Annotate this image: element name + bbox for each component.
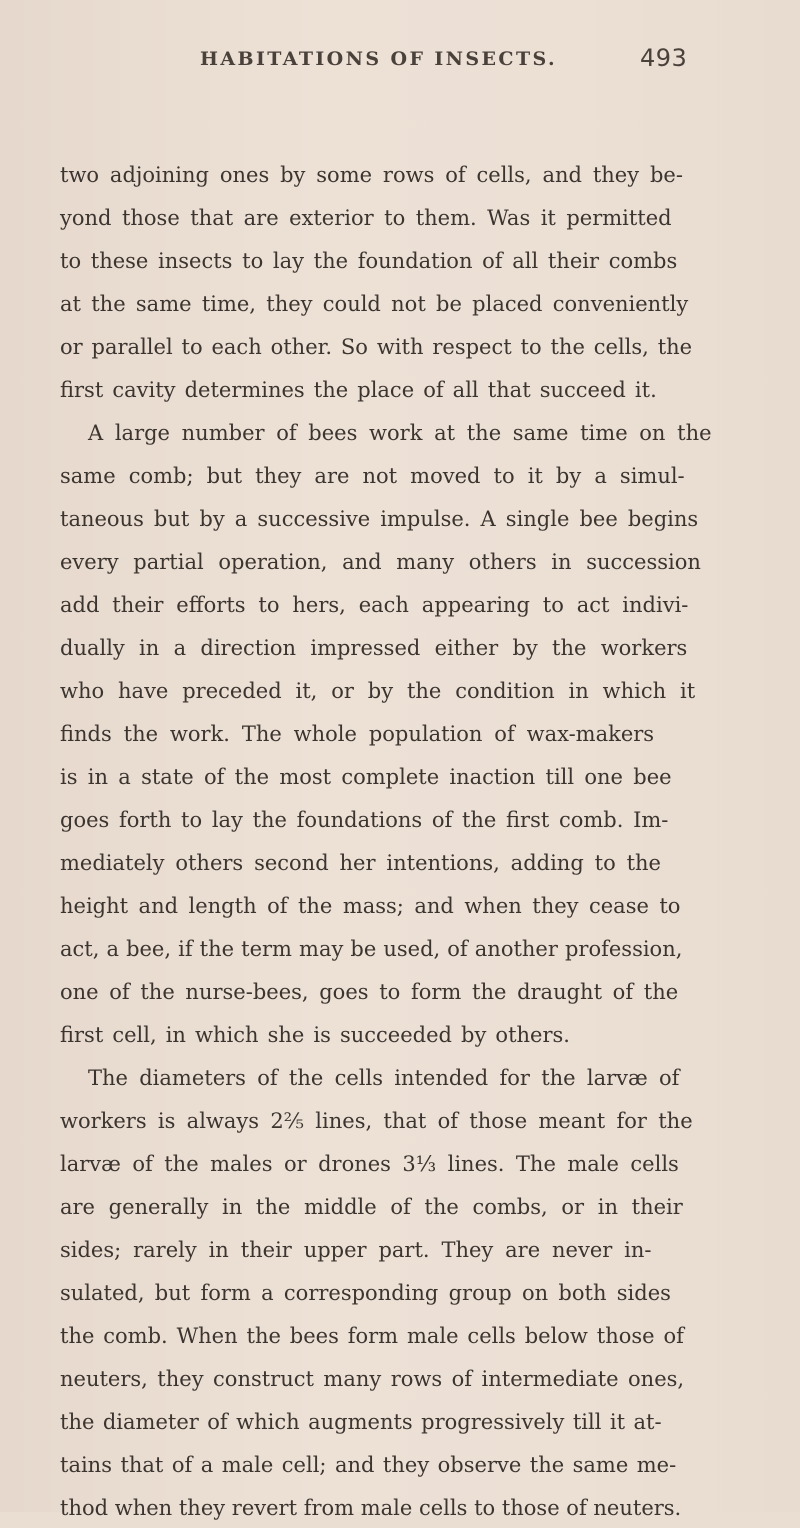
text-line: larvæ of the males or drones 3⅓ lines. The male cells <box>60 1152 679 1176</box>
text-line: mediately others second her intentions, adding to the <box>60 851 661 875</box>
text-line: finds the work. The whole population of wax-makers <box>60 722 655 746</box>
text-line: act, a bee, if the term may be used, of another profession, <box>60 937 683 961</box>
text-line: or parallel to each other. So with respect to the cells, the <box>60 335 693 359</box>
text-line: yond those that are exterior to them. Was it permitted <box>60 206 672 230</box>
text-line: workers is always 2⅖ lines, that of those meant for the <box>60 1109 693 1133</box>
text-line: the diameter of which augments progressively till it at- <box>60 1410 662 1434</box>
text-line: sulated, but form a corresponding group on both sides <box>60 1281 671 1305</box>
text-line: A large number of bees work at the same time on the <box>88 421 712 445</box>
text-line: The diameters of the cells intended for the larvæ of <box>88 1066 680 1090</box>
text-line: to these insects to lay the foundation of all their combs <box>60 249 678 273</box>
text-line: goes forth to lay the foundations of the first comb. Im- <box>60 808 669 832</box>
text-line: dually in a direction impressed either by the workers <box>60 636 688 660</box>
text-line: same comb; but they are not moved to it by a simul- <box>60 464 685 488</box>
text-line: add their efforts to hers, each appearing to act indivi- <box>60 593 689 617</box>
text-line: tains that of a male cell; and they observe the same me- <box>60 1453 677 1477</box>
text-line: thod when they revert from male cells to those of neuters. <box>60 1496 682 1520</box>
running-head <box>0 42 800 82</box>
text-line: neuters, they construct many rows of intermediate ones, <box>60 1367 685 1391</box>
text-line: are generally in the middle of the combs, or in their <box>60 1195 683 1219</box>
text-line: first cell, in which she is succeeded by others. <box>60 1023 570 1047</box>
text-line: height and length of the mass; and when they cease to <box>60 894 681 918</box>
text-line: every partial operation, and many others in succession <box>60 550 701 574</box>
text-line: two adjoining ones by some rows of cells, and they be- <box>60 163 683 187</box>
text-line: who have preceded it, or by the condition in which it <box>60 679 696 703</box>
text-line: at the same time, they could not be placed conveniently <box>60 292 689 316</box>
text-line: taneous but by a successive impulse. A single bee begins <box>60 507 699 531</box>
page-number: 493 <box>640 44 688 72</box>
text-line: the comb. When the bees form male cells below those of <box>60 1324 684 1348</box>
text-line: sides; rarely in their upper part. They are never in- <box>60 1238 652 1262</box>
text-line: is in a state of the most complete inaction till one bee <box>60 765 672 789</box>
header-title: HABITATIONS OF INSECTS. <box>200 48 557 70</box>
text-line: first cavity determines the place of all that succeed it. <box>60 378 657 402</box>
text-line: one of the nurse-bees, goes to form the draught of the <box>60 980 679 1004</box>
